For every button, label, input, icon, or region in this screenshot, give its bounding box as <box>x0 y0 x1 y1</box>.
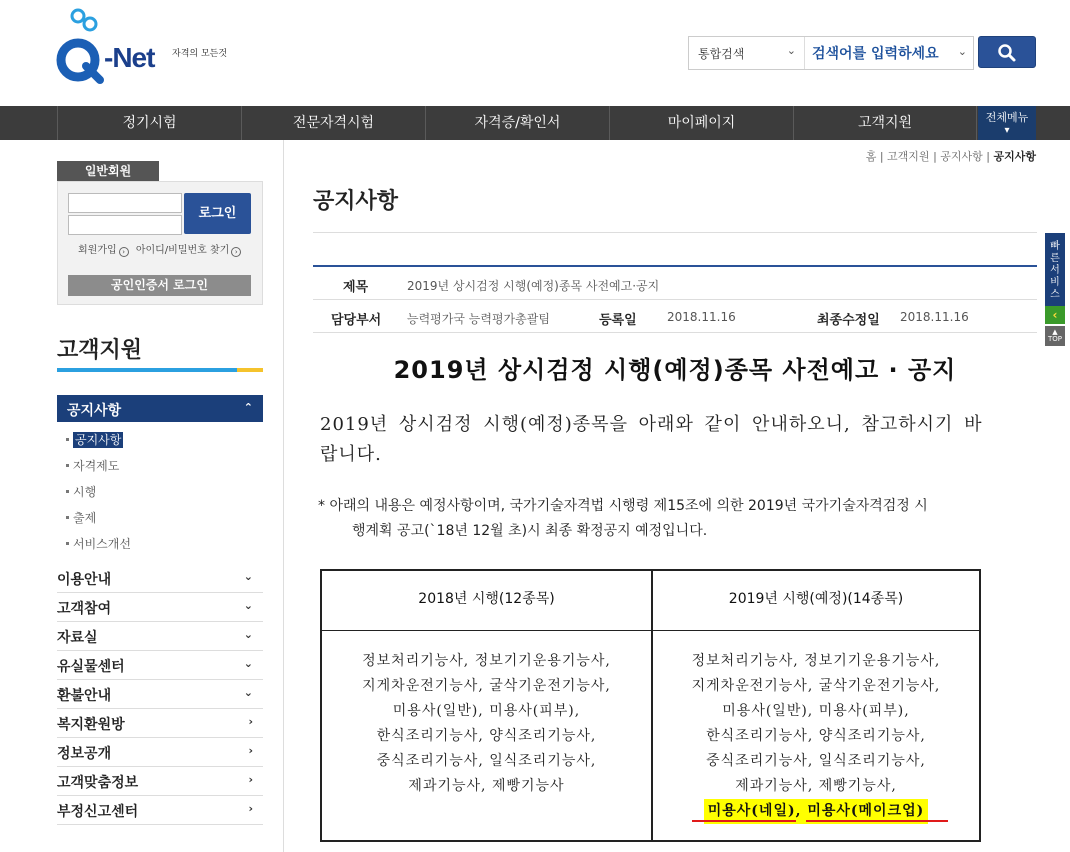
col1-line: 정보처리기능사, 정보기기운용기능사, <box>362 653 611 669</box>
col2-line: 지게차운전기능사, 굴삭기운전기능사, <box>691 678 941 694</box>
gnb-item-mypage[interactable]: 마이페이지 <box>609 106 793 140</box>
info-row-subject <box>313 267 1037 300</box>
col1-line: 한식조리기능사, 양식조리기능사, <box>376 728 597 744</box>
sidebar-item-disclosure[interactable]: 정보공개 › <box>57 738 263 767</box>
gnb-item-support[interactable]: 고객지원 <box>793 106 977 140</box>
login-button[interactable]: 로그인 <box>184 193 251 234</box>
gnb-item-regular-exam[interactable]: 정기시험 <box>57 106 241 140</box>
sidebar-title-bar <box>57 368 263 372</box>
document-title: 2019년 상시검정 시행(예정)종목 사전예고 · 공지 <box>393 356 957 384</box>
sidebar-item-notice-group[interactable] <box>57 395 263 422</box>
sidebar-item-participation[interactable]: 고객참여 ⌄ <box>57 593 263 622</box>
bullet-icon <box>66 516 69 519</box>
sidebar-item-guide[interactable]: 이용안내 ⌄ <box>57 564 263 593</box>
cert-login-button[interactable]: 공인인증서 로그인 <box>68 275 251 296</box>
sidebar-item-welfare[interactable]: 복지환원방 › <box>57 709 263 738</box>
sidebar-sub-service[interactable]: 서비스개선 <box>66 535 131 552</box>
global-nav <box>0 106 1070 140</box>
subject-value: 2019년 상시검정 시행(예정)종목 사전예고·공지 <box>407 279 660 293</box>
red-underline <box>692 820 796 822</box>
red-underline <box>806 820 948 822</box>
sidebar-sub-exam[interactable]: 시행 <box>66 483 96 500</box>
member-tab[interactable]: 일반회원 <box>57 161 159 181</box>
top-label: TOP <box>1047 335 1062 343</box>
login-box <box>57 181 263 305</box>
sidebar-sub-system[interactable]: 자격제도 <box>66 457 119 474</box>
comparison-table <box>320 569 981 842</box>
col2-line: 중식조리기능사, 일식조리기능사, <box>706 753 926 769</box>
note-line-1: * 아래의 내용은 예정사항이며, 국가기술자격법 시행령 제15조에 의한 2019년 국가기술자격검정 시 <box>318 498 928 514</box>
chevron-right-icon: › <box>248 715 253 728</box>
chevron-right-icon: › <box>231 247 241 257</box>
mod-date-label: 최종수정일 <box>817 313 880 328</box>
sidebar-title: 고객지원 <box>57 338 143 363</box>
document-intro <box>320 410 1020 470</box>
all-menu-label: 전체메뉴 <box>985 111 1029 124</box>
chevron-down-icon: ⌄ <box>786 44 796 57</box>
dept-label: 담당부서 <box>331 313 382 328</box>
find-account-link[interactable]: 아이디/비밀번호 찾기 <box>135 245 230 256</box>
page-title: 공지사항 <box>313 189 399 214</box>
bullet-icon <box>66 542 69 545</box>
breadcrumb: 홈 | 고객지원 | 공지사항 | 공지사항 <box>865 150 1036 163</box>
sidebar-active-label: 공지사항 <box>67 403 122 419</box>
bullet-icon <box>66 490 69 493</box>
sidebar-item-custom-info[interactable]: 고객맞춤정보 › <box>57 767 263 796</box>
col2-header: 2019년 시행(예정)(14종목) <box>728 591 904 607</box>
chevron-down-icon: ▾ <box>1004 125 1010 136</box>
sidebar-sub-notice[interactable]: 공지사항 <box>66 431 123 448</box>
reg-date-value: 2018.11.16 <box>667 310 736 324</box>
chevron-down-icon: ⌄ <box>243 657 253 670</box>
subject-label: 제목 <box>343 280 369 295</box>
qnet-logo[interactable] <box>56 8 228 84</box>
col1-line: 지게차운전기능사, 굴삭기운전기능사, <box>362 678 611 694</box>
chevron-down-icon: ⌄ <box>243 570 253 583</box>
chevron-right-icon: › <box>119 247 129 257</box>
search-type-label: 통합검색 <box>698 47 745 61</box>
chevron-up-icon: ⌃ <box>243 401 253 414</box>
login-links <box>78 241 245 257</box>
chevron-left-icon[interactable]: ‹ <box>1045 306 1065 324</box>
breadcrumb-home[interactable]: 홈 <box>865 150 877 163</box>
reg-date-label: 등록일 <box>599 313 637 328</box>
intro-line-2: 랍니다. <box>320 444 382 465</box>
col1-line: 미용사(일반), 미용사(피부), <box>392 703 581 719</box>
gnb-item-certificate[interactable]: 자격증/확인서 <box>425 106 609 140</box>
sidebar-item-refund[interactable]: 환불안내 ⌄ <box>57 680 263 709</box>
chevron-down-icon: ⌄ <box>243 686 253 699</box>
sidebar-sub-question[interactable]: 출제 <box>66 509 96 526</box>
id-field[interactable] <box>68 193 182 213</box>
chevron-down-icon: ⌄ <box>243 628 253 641</box>
search-type-select[interactable] <box>689 37 805 69</box>
intro-line-1: 2019년 상시검정 시행(예정)종목을 아래와 같이 안내하오니, 참고하시기 바 <box>320 414 983 435</box>
top-button[interactable] <box>1045 326 1065 346</box>
chevron-right-icon: › <box>248 773 253 786</box>
search-input[interactable]: 검색어를 입력하세요 <box>812 46 939 62</box>
document-note <box>318 494 1018 544</box>
new-items-highlight: 미용사(네일), 미용사(메이크업) <box>704 799 929 824</box>
bullet-icon <box>66 438 69 441</box>
col2-line: 한식조리기능사, 양식조리기능사, <box>706 728 926 744</box>
all-menu-button[interactable] <box>978 106 1036 140</box>
col2-body <box>653 649 979 824</box>
gnb-item-professional-exam[interactable]: 전문자격시험 <box>241 106 425 140</box>
chevron-right-icon: › <box>248 802 253 815</box>
col2-line: 미용사(일반), 미용사(피부), <box>722 703 910 719</box>
title-divider <box>313 232 1037 233</box>
breadcrumb-support[interactable]: 고객지원 <box>887 150 930 163</box>
sidebar-divider <box>283 140 284 852</box>
search-button[interactable] <box>978 36 1036 68</box>
col1-line: 중식조리기능사, 일식조리기능사, <box>376 753 597 769</box>
search-bar <box>688 36 974 70</box>
sidebar-item-lost-found[interactable]: 유실물센터 ⌄ <box>57 651 263 680</box>
col2-line: 정보처리기능사, 정보기기운용기능사, <box>691 653 941 669</box>
col2-line: 제과기능사, 제빵기능사, <box>735 778 897 794</box>
password-field[interactable] <box>68 215 182 235</box>
search-icon <box>997 43 1017 63</box>
logo-tagline: 자격의 모든것 <box>172 49 228 59</box>
chevron-down-icon: ⌄ <box>243 599 253 612</box>
col1-body <box>322 649 651 799</box>
note-line-2: 행계획 공고(`18년 12월 초)시 최종 확정공지 예정입니다. <box>352 523 708 539</box>
notice-info-table <box>313 265 1037 333</box>
breadcrumb-notice[interactable]: 공지사항 <box>940 150 983 163</box>
bullet-icon <box>66 464 69 467</box>
chevron-right-icon: › <box>248 744 253 757</box>
sidebar-item-resources[interactable]: 자료실 ⌄ <box>57 622 263 651</box>
sidebar-item-report-center[interactable]: 부정신고센터 › <box>57 796 263 825</box>
quick-service-label: 빠른서비스 <box>1050 241 1060 300</box>
dept-value: 능력평가국 능력평가총괄팀 <box>407 312 550 326</box>
logo-text: -Net <box>104 42 155 73</box>
mod-date-value: 2018.11.16 <box>900 310 969 324</box>
col1-line: 제과기능사, 제빵기능사 <box>408 778 565 794</box>
col1-header: 2018년 시행(12종목) <box>418 591 555 607</box>
chevron-down-icon: ⌄ <box>957 45 967 58</box>
info-row-meta <box>313 300 1037 333</box>
arrow-up-icon: ▲ <box>1052 328 1058 336</box>
join-link[interactable]: 회원가입 <box>78 245 117 256</box>
breadcrumb-current: 공지사항 <box>993 150 1036 163</box>
